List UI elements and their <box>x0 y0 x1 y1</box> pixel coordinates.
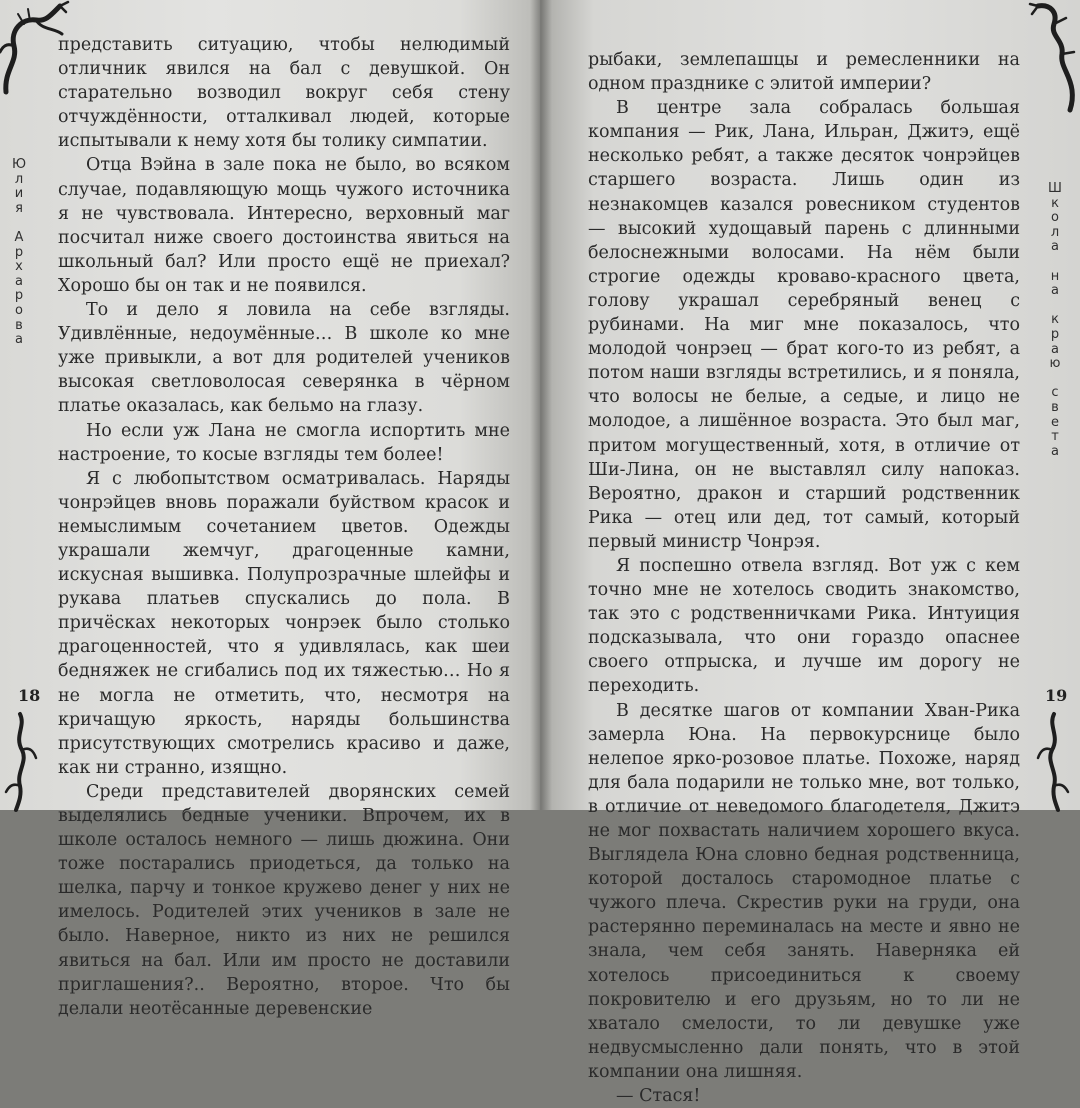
running-head-letter: к <box>1051 312 1059 328</box>
running-head-letter: ю <box>1049 356 1061 372</box>
running-head-letter: о <box>1051 210 1059 226</box>
running-head-letter: н <box>1050 268 1060 284</box>
paragraph: То и дело я ловила на себе взгляды. Удивлённые, недоумённые… В школе ко мне уже привыкли, а вот для родителей учеников высокая светловолосая северянка в чёрном платье оказалась, как бельмо на глазу. <box>58 300 510 417</box>
running-head-letter: а <box>1051 239 1059 255</box>
running-head-letter: р <box>1050 326 1060 342</box>
paragraph: представить ситуацию, чтобы нелюдимый отличник явился на бал с девушкой. Он старательно возводил вокруг себя стену отчуждённости, отталкивал людей, которые испытывали к нему хотя бы толику симпатии. <box>58 35 510 152</box>
paragraph: В центре зала собралась большая компания — Рик, Лана, Ильран, Джитэ, ещё несколько ребят, а также десяток чонрэйцев старшего возраста. Лишь один из незнакомцев казался ровесником студентов — высокий худощавый парень с длинными белоснежными волосами. На нём были строгие одежды кроваво-красного цвета, голову украшал серебряный венец с рубинами. На миг мне показалось, что молодой чонрэец — брат кого-то из ребят, а потом наши взгляды встретились, и я поняла, что волосы не белые, а седые, и лицо не молодое, а лишённое возраста. Это был маг, притом могущественный, хотя, в отличие от Ши-Лина, он не выставлял силу напоказ. Вероятно, дракон и старший родственник Рика — отец или дед, тот самый, который первый министр Чонрэя. <box>588 98 1020 552</box>
running-head-letter <box>1044 255 1066 270</box>
running-head-letter: А <box>14 229 24 245</box>
running-head-letter: а <box>1051 341 1059 357</box>
running-head-letter: а <box>15 332 23 348</box>
running-head-letter: р <box>14 244 24 260</box>
running-head-letter: е <box>1051 414 1059 430</box>
running-head-letter: к <box>1051 195 1059 211</box>
running-head-letter: Ю <box>11 157 27 172</box>
paragraph: Но если уж Лана не смогла испортить мне настроение, то косые взгляды тем более! <box>58 420 510 465</box>
running-head-letter: в <box>15 317 23 333</box>
tail-ornament-icon <box>1036 712 1070 810</box>
running-head-letter: я <box>15 200 23 216</box>
paragraph: В десятке шагов от компании Хван-Рика замерла Юна. На первокурснице было нелепое ярко-розовое платье. Похоже, наряд для бала подарили не только мне, вот только, в отличие от неведомого благодетеля, Джитэ не мог похвастать наличием хорошего вкуса. Выглядела Юна словно бедная родственница, которой досталось старомодное платье с чужого плеча. Скрестив руки на груди, она растерянно переминалась на месте и явно не знала, чем себя занять. Наверняка ей хотелось присоединиться к своему покровителю и его друзьям, но то ли не хватало смелости, то ли девушке уже недвусмысленно дали понять, что в этой компании она лишняя. <box>588 700 1020 1082</box>
left-page-text <box>58 33 510 1021</box>
tail-ornament-icon <box>4 712 38 810</box>
running-head-letter: а <box>1051 283 1059 299</box>
running-head-title <box>1044 182 1066 459</box>
page-number: 19 <box>1045 686 1068 705</box>
paragraph: Я с любопытством осматривалась. Наряды чонрэйцев вновь поражали буйством красок и немыслимым сочетанием цветов. Одежды украшали жемчуг, драгоценные камни, искусная вышивка. Полупрозрачные шлейфы и рукава платьев спускались до пола. В причёсках некоторых чонрэек было столько драгоценностей, что я удивлялась, как шеи бедняжек не сгибались под их тяжестью… Но я не могла не отметить, что, несмотря на кричащую яркость, наряды большинства присутствующих смотрелись красиво и даже, как ни странно, изящно. <box>58 468 510 778</box>
running-head-letter: и <box>14 186 24 202</box>
running-head-letter: х <box>15 259 23 275</box>
dragon-ornament-icon <box>1028 0 1080 110</box>
running-head-letter: а <box>15 273 23 289</box>
right-page <box>540 0 1080 1107</box>
running-head-letter: с <box>1051 385 1059 401</box>
paragraph: Я поспешно отвела взгляд. Вот уж с кем точно мне не хотелось сводить знакомство, так это с родственничками Рика. Интуиция подсказывала, что они гораздо опаснее своего отпрыска, и лучше им дорогу не переходить. <box>588 555 1020 697</box>
running-head-letter: л <box>1050 224 1060 240</box>
paragraph: Отца Вэйна в зале пока не было, во всяком случае, подавляющую мощь чужого источника я не чувствовала. Интересно, верховный маг посчитал ниже своего достоинства явиться на школьный бал? Или просто ещё не приехал? Хорошо бы он так и не появился. <box>58 155 510 296</box>
running-head-letter: о <box>15 302 23 318</box>
running-head-letter: т <box>1051 429 1059 445</box>
running-head-letter: в <box>1051 399 1059 415</box>
running-head-letter <box>1044 299 1066 314</box>
paragraph: — Стася! <box>616 1086 701 1107</box>
paragraph: Среди представителей дворянских семей выделялись бедные ученики. Впрочем, их в школе осталось немного — лишь дюжина. Они тоже постарались приодеться, да только на шелка, парчу и тонкое кружево денег у них не имелось. Родителей этих учеников в зале не было. Наверное, никто из них не решился явиться на бал. Или им просто не доставили приглашения?.. Вероятно, второе. Что бы делали неотёсанные деревенские <box>58 781 510 1019</box>
running-head-letter: Ш <box>1048 181 1062 196</box>
right-page-text <box>588 48 1020 1108</box>
running-head-letter <box>1044 372 1066 387</box>
running-head-letter: л <box>14 171 24 187</box>
book-gutter <box>530 0 552 810</box>
left-page <box>0 0 540 1019</box>
paragraph: рыбаки, землепашцы и ремесленники на одном празднике с элитой империи? <box>588 50 1020 95</box>
running-head-letter: а <box>1051 443 1059 459</box>
page-number: 18 <box>18 686 41 705</box>
running-head-letter <box>8 216 30 231</box>
running-head-letter: р <box>14 288 24 304</box>
running-head-author <box>8 158 30 348</box>
